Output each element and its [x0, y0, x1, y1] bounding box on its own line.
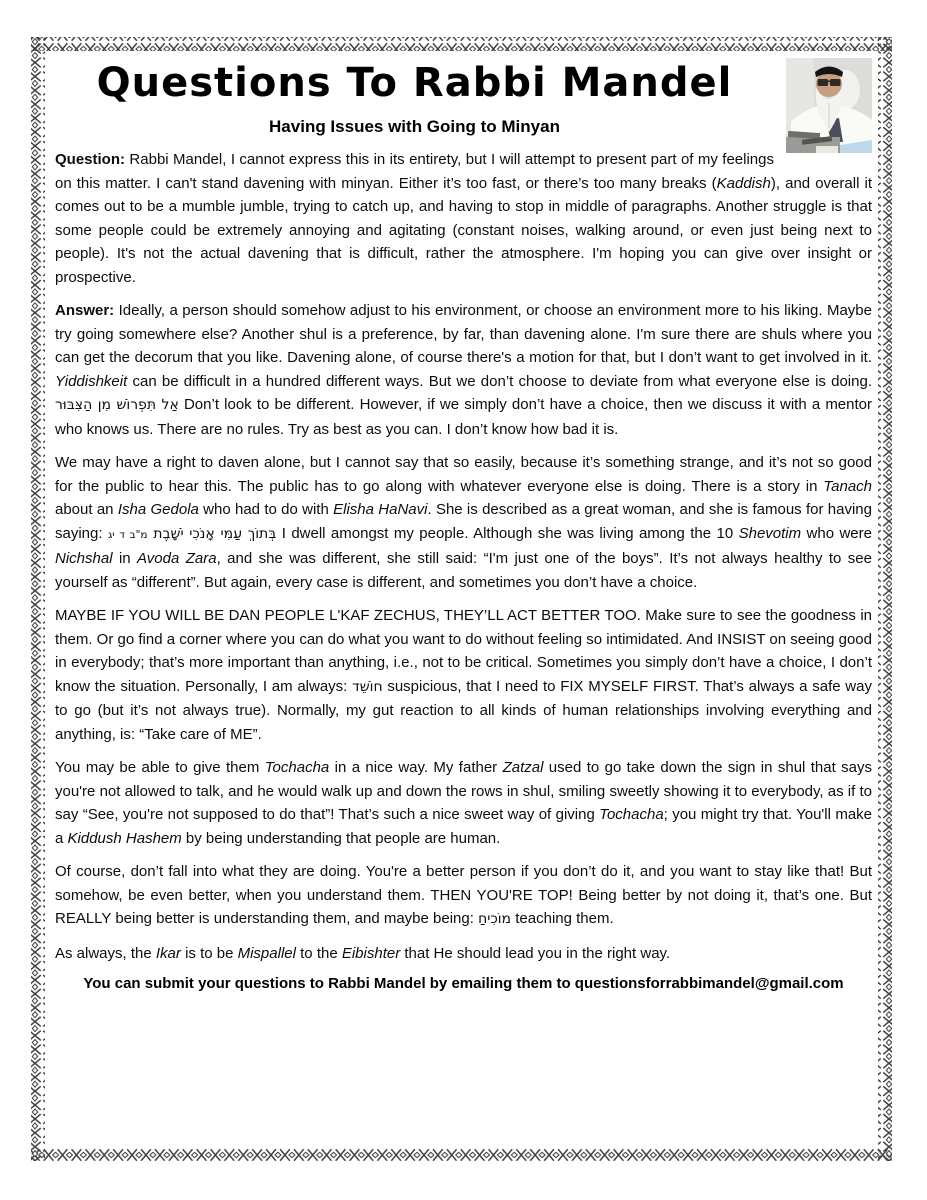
text-segment: Elisha HaNavi	[333, 501, 428, 518]
body-paragraph-7	[55, 942, 872, 966]
body-paragraph-6	[55, 860, 872, 932]
text-segment: teaching them.	[511, 910, 614, 927]
text-segment: Tochacha	[264, 759, 330, 776]
text-segment: As always, the	[55, 944, 156, 962]
document-paragraphs	[55, 148, 872, 965]
page-subtitle: Having Issues with Going to Minyan	[269, 117, 560, 136]
text-segment: ), and overall it comes out to be a mumble jumble, trying to catch up, and having to stop in middle of paragraphs. Another struggle is that some people could be extremely annoying and agitating (constant noises, walking around, or even just being next to people). It's not the actual davening that is difficult, rather the atmosphere. I'm hoping you can give over insight or prospective.	[55, 174, 872, 286]
question-paragraph	[55, 148, 872, 289]
text-segment: , and she was different, she still said: “I'm just one of the boys”. It’s not always healthy to see yourself as “different”. But again, every case is different, and sometimes you don’t have a choice.	[55, 550, 872, 591]
text-segment: suspicious, that I need to FIX MYSELF FIRST. That’s always a safe way to go (but it’s not always true). Normally, my gut reaction to all kinds of human relationships involving everything and anything, is: “Take care of ME”.	[55, 677, 872, 743]
text-segment: Shevotim	[738, 524, 802, 542]
hebrew-text: אַל תִּפְרוֹשׁ מִן הַצִּבּוּר	[55, 397, 179, 413]
text-segment: I dwell amongst my people. Although she was living among the 10	[276, 524, 739, 542]
text-segment: can be difficult in a hundred different ways. But we don’t choose to deviate from what everyone else is doing.	[127, 372, 872, 390]
hebrew-text: מ"ב ד יג	[107, 528, 148, 541]
text-segment: You may be able to give them	[55, 759, 265, 776]
text-segment: Avoda Zara	[137, 550, 217, 567]
text-segment: Tochacha	[599, 806, 664, 823]
text-segment: Eibishter	[341, 944, 401, 962]
text-segment: Kiddush Hashem	[67, 829, 182, 847]
footer-note: You can submit your questions to Rabbi Mandel by emailing them to questionsforrabbimandel@gmail.com	[83, 975, 844, 992]
text-segment: in	[112, 550, 138, 567]
answer-paragraph	[55, 299, 872, 441]
text-segment: Rabbi Mandel, I cannot express this in its entirety, but I will attempt to present part of my feelings on this matter. I can't stand davening with minyan. Either it’s too fast, or there’s too many breaks (	[55, 151, 774, 192]
text-segment: Question:	[55, 151, 130, 168]
text-segment: is to be	[180, 944, 238, 962]
hebrew-text: בְּתוֹךְ עַמִּי אָנֹכִי יֹשָׁבֶת	[147, 525, 277, 542]
text-segment: who had to do with	[198, 501, 334, 518]
text-segment: used to go take down the sign in shul that says you're not allowed to talk, and he would walk up and down the rows in shul, smiling sweetly showing it to everybody, as if to say “See, you're not supposed to do that”! That’s such a nice sweet way of giving	[55, 759, 872, 823]
text-segment: about an	[55, 501, 118, 518]
body-paragraph-4	[55, 604, 872, 746]
text-segment: Ikar	[155, 944, 181, 962]
page-title: Questions To Rabbi Mandel	[96, 60, 733, 106]
text-segment: Ideally, a person should somehow adjust to his environment, or choose an environment more to his liking. Maybe try going somewhere else? Another shul is a preference, by far, than davening alone. I'm sure there are shuls where you can get the decorum that you like. Davening alone, of course there's a motion for that, but I don’t want to get involved in it.	[55, 302, 872, 366]
text-segment: that He should lead you in the right way.	[400, 944, 671, 962]
text-segment: . She is described as a great woman, and she is famous for having saying:	[55, 501, 872, 542]
text-segment: who were	[801, 524, 872, 542]
text-segment: to the	[295, 944, 342, 962]
text-segment: Mispallel	[237, 944, 296, 962]
hebrew-text: מוֹכִיחַ	[478, 911, 512, 927]
text-segment: Isha Gedola	[117, 501, 199, 518]
text-segment: Yiddishkeit	[55, 372, 128, 390]
text-segment: Don’t look to be different. However, if we simply don’t have a choice, then we discuss it with a mentor who knows us. There are no rules. Try as best as you can. I don’t know how bad it is.	[55, 396, 872, 438]
rabbi-photo	[786, 58, 872, 153]
text-segment: Of course, don’t fall into what they are doing. You're a better person if you don’t do it, and you want to stay like that! But somehow, be even better, when you understand them. THEN YOU'RE TOP! Being better by not doing it, that’s one. But REALLY being better is understanding them, and maybe being:	[55, 863, 872, 927]
text-segment: Zatzal	[502, 759, 544, 776]
text-segment: MAYBE IF YOU WILL BE DAN PEOPLE L'KAF ZECHUS, THEY’LL ACT BETTER TOO. Make sure to see the goodness in them. Or go find a corner where you can do what you want to do without feeling so intimidated. And INSIST on seeing good in everybody; that’s more important than anything, i.e., not to be critical. Sometimes you simply don’t have a choice, I don’t know the situation. Personally, I am always:	[55, 607, 872, 695]
text-segment: Tanach	[823, 477, 872, 495]
text-segment: Kaddish	[716, 174, 771, 192]
text-segment: ; you might try that. You'll make a	[55, 806, 873, 847]
document-content	[45, 51, 878, 1151]
text-segment: in a nice way. My father	[329, 759, 503, 776]
hebrew-text: חוֹשֵׁד	[352, 678, 383, 695]
text-segment: Answer:	[55, 302, 119, 319]
text-segment: We may have a right to daven alone, but I cannot say that so easily, because it’s something strange, and it’s not so good for the public to hear this. The public has to go along with whatever everyone else is doing. There is a story in	[55, 454, 872, 495]
body-paragraph-3	[55, 451, 872, 594]
body-paragraph-5	[55, 756, 872, 850]
rabbi-photo-illustration	[786, 58, 872, 153]
text-segment: Nichshal	[55, 550, 113, 567]
text-segment: by being understanding that people are human.	[181, 829, 501, 847]
